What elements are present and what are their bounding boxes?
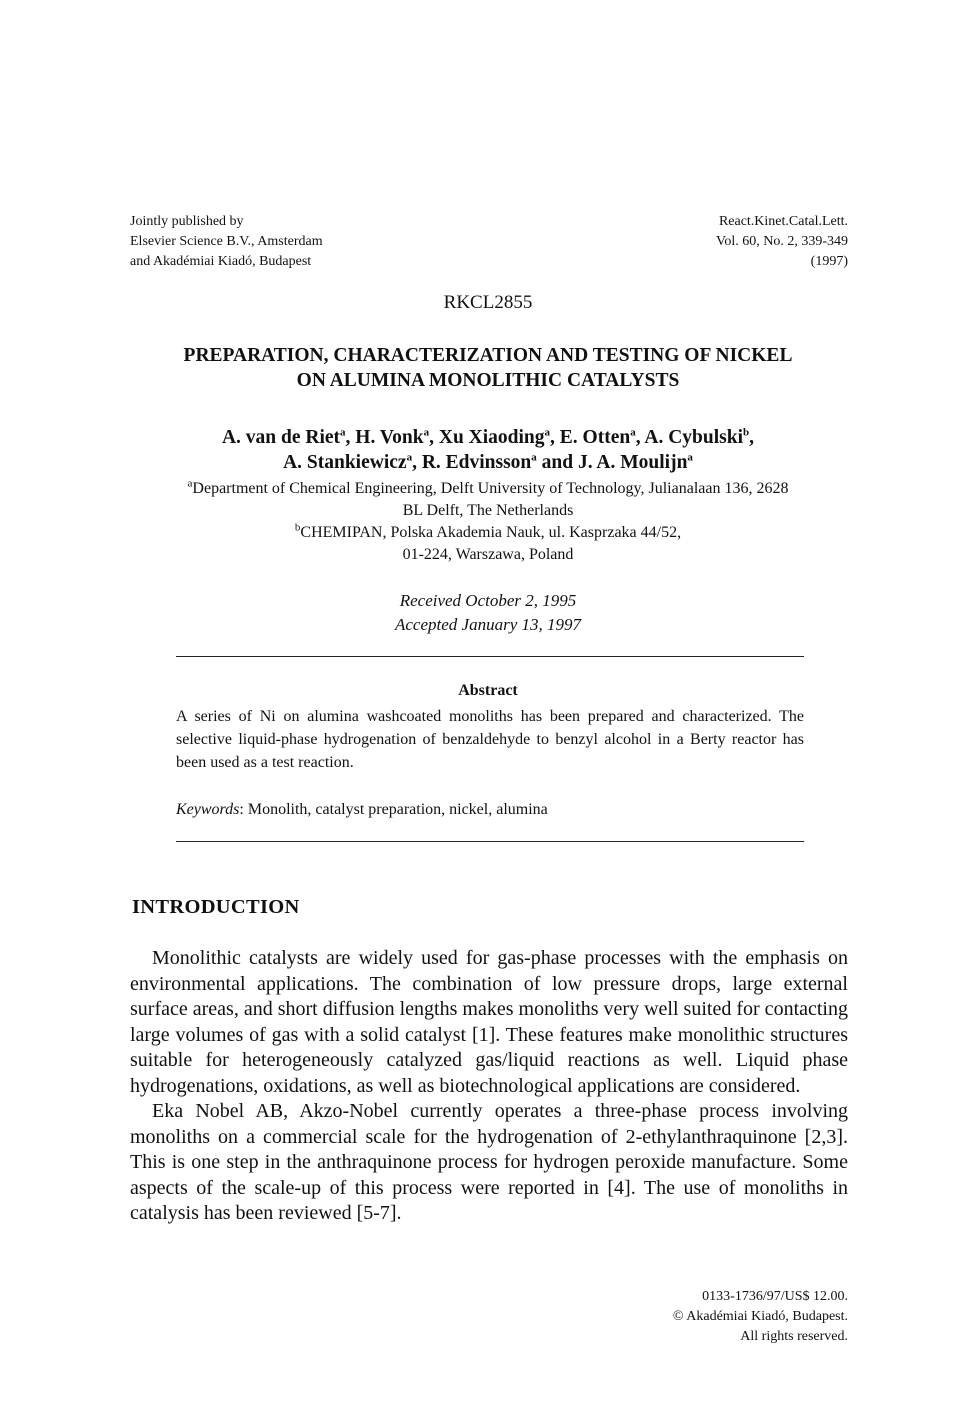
footer-line: 0133-1736/97/US$ 12.00. [702, 1289, 848, 1304]
accepted-date: Accepted January 13, 1997 [395, 615, 581, 634]
affiliation-mark: a [187, 477, 193, 490]
section-heading-introduction: INTRODUCTION [132, 896, 300, 918]
affiliation-mark: a [406, 451, 413, 464]
keywords-text: : Monolith, catalyst preparation, nickel, alumina [239, 801, 548, 818]
affiliation-mark: a [687, 451, 693, 464]
affiliation-mark: a [544, 426, 551, 439]
journal-line: Vol. 60, No. 2, 339-349 [716, 234, 848, 249]
journal-info [600, 212, 848, 272]
abstract-text: A series of Ni on alumina washcoated monoliths has been prepared and characterized. The selective liquid-phase hydrogenation of benzaldehyde to benzyl alcohol in a Berty reactor has been used as a test reaction. [176, 708, 804, 771]
affiliation-text: Department of Chemical Engineering, Delft University of Technology, Julianalaan 136, 2628 [192, 480, 789, 497]
author-name: Xu Xiaoding [438, 427, 545, 448]
affiliation-text: 01-224, Warszawa, Poland [402, 546, 574, 563]
publisher-line: and Akadémiai Kiadó, Budapest [130, 254, 312, 269]
paragraph: Eka Nobel AB, Akzo-Nobel currently operates a three-phase process involving monoliths on a commercial scale for the hydrogenation of 2-ethylanthraquinone [2,3]. This is one step in the anthraquinone process for hydrogen peroxide manufacture. Some aspects of the scale-up of this process were reported in [4]. The use of monoliths in catalysis has been reviewed [5-7]. [130, 1100, 848, 1224]
affiliation-mark: b [294, 521, 301, 534]
affiliation-mark: a [531, 451, 537, 464]
author-name: E. Otten [559, 427, 631, 448]
affiliations [110, 478, 866, 566]
article-dates [0, 589, 976, 637]
publisher-info [130, 212, 490, 272]
affiliation-mark: a [423, 426, 430, 439]
author-line-2: A. Stankiewicz$^a$, R. Edvinsson$^a$ and J. A. Moulijn$^a$ [283, 451, 693, 473]
divider-top [176, 656, 804, 657]
keywords [176, 798, 804, 821]
introduction-body [130, 946, 848, 1227]
publisher-line: Jointly published by [130, 214, 244, 229]
affiliation-text: BL Delft, The Netherlands [402, 502, 574, 519]
affiliation-b [110, 522, 866, 544]
author-name: H. Vonk [355, 427, 424, 448]
abstract-heading: Abstract [458, 682, 518, 699]
journal-line: (1997) [810, 254, 848, 269]
divider-bottom [176, 841, 804, 842]
author-name: A. Cybulski [644, 427, 744, 448]
footer-line: All rights reserved. [740, 1329, 848, 1344]
title-line: PREPARATION, CHARACTERIZATION AND TESTING OF NICKEL [183, 345, 793, 366]
author-name: A. van de Riet [221, 427, 341, 448]
author-list [100, 425, 876, 475]
author-name: J. A. Moulijn [577, 452, 688, 473]
affiliation-mark: a [340, 426, 346, 439]
paper-title [100, 343, 876, 393]
affiliation-mark: b [743, 426, 750, 439]
affiliation-mark: a [630, 426, 636, 439]
author-line-1: A. van de Riet$^a$, H. Vonk$^a$, Xu Xiaoding$^a$, E. Otten$^a$, A. Cybulski$^b$, [221, 426, 755, 448]
paragraph: Monolithic catalysts are widely used for gas-phase processes with the emphasis on environmental applications. The combination of low pressure drops, large external surface areas, and short diffusion lengths makes monoliths very well suited for contacting large volumes of gas with a solid catalyst [1]. These features make monolithic structures suitable for heterogeneously catalyzed gas/liquid reactions as well. Liquid phase hydrogenations, oxidations, as well as biotechnological applications are considered. [130, 947, 848, 1097]
author-name: R. Edvinsson [421, 452, 532, 473]
received-date: Received October 2, 1995 [399, 591, 577, 610]
journal-line: React.Kinet.Catal.Lett. [718, 214, 848, 229]
footer-line: © Akadémiai Kiadó, Budapest. [672, 1309, 848, 1324]
article-code: RKCL2855 [443, 292, 533, 313]
affiliation-a [110, 478, 866, 500]
author-name: A. Stankiewicz [283, 452, 407, 473]
copyright-footer [560, 1287, 848, 1347]
keywords-label: Keywords [176, 801, 240, 818]
publisher-line: Elsevier Science B.V., Amsterdam [130, 234, 323, 249]
title-line: ON ALUMINA MONOLITHIC CATALYSTS [296, 370, 680, 391]
affiliation-text: CHEMIPAN, Polska Akademia Nauk, ul. Kasprzaka 44/52, [300, 524, 682, 541]
